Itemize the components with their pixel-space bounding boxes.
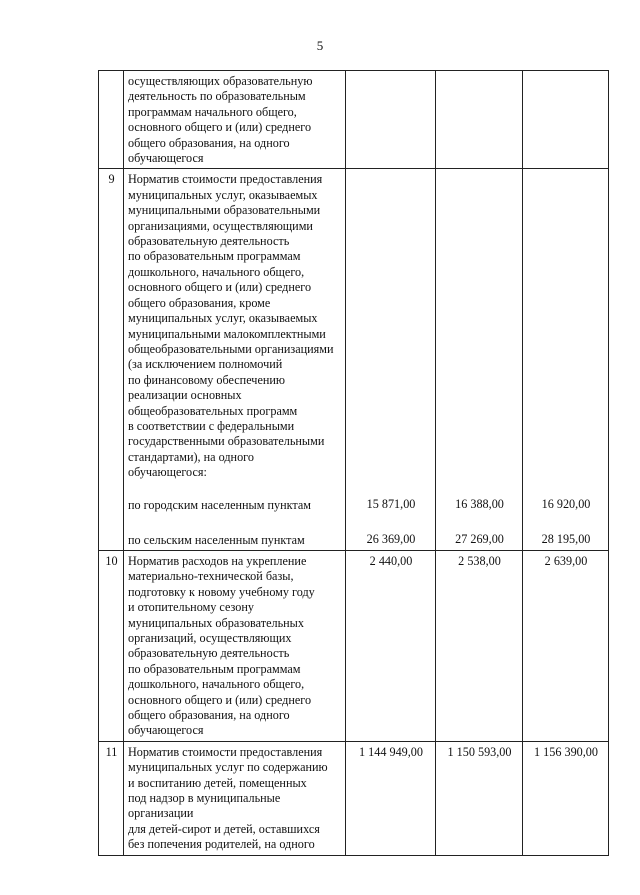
description-line: под надзор в муниципальные [128,791,281,806]
description-line: дошкольного, начального общего, [128,264,305,279]
value-cell-year-3 [523,71,609,169]
value-year-2: 1 150 593,00 [436,741,523,855]
description-line: основного общего и (или) среднего [128,120,312,135]
description-line: организации [128,806,194,821]
description-line: общего образования, на одного [128,708,290,723]
description-line: обучающегося [128,151,204,166]
value-year-3: 1 156 390,00 [523,741,609,855]
value-year-2: 2 538,00 [436,550,523,741]
description-line: в соответствии с федеральными [128,418,295,433]
row-description [124,71,346,169]
normatives-table [98,70,609,856]
description-line: образовательную деятельность [128,646,290,661]
description-line: по образовательным программам [128,661,301,676]
description-line: муниципальными образовательными [128,203,321,218]
description-line: для детей-сирот и детей, оставшихся [128,821,320,836]
value-cell-year-1 [346,71,436,169]
row-description [124,741,346,855]
description-line: Норматив стоимости предоставления [128,172,323,187]
description-line: организаций, осуществляющих [128,631,292,645]
urban-value-year-3: 16 920,00 [541,497,591,512]
row-description [124,169,346,551]
rural-value-year-2: 27 269,00 [455,532,504,547]
value-cell-year-1 [346,169,436,551]
row-number: 10 [99,550,124,741]
rural-value-year-1: 26 369,00 [366,532,416,547]
urban-value-year-1: 15 871,00 [366,497,416,512]
value-cell-year-2 [436,169,523,551]
table-row-continuation [99,71,609,169]
rural-value-year-3: 28 195,00 [541,532,591,547]
description-line: и отопительному сезону [128,600,254,615]
description-line: основного общего и (или) среднего [128,280,312,295]
description-line: муниципальных услуг, оказываемых [128,311,318,326]
description-line: Норматив стоимости предоставления [128,744,323,759]
description-line: общего образования, на одного [128,135,290,150]
row-description [124,550,346,741]
description-line: по финансовому обеспечению [128,372,285,387]
value-cell-year-2 [436,71,523,169]
description-line: организациями, осуществляющими [128,218,313,233]
description-line: общего образования, кроме [128,295,271,310]
description-line: основного общего и (или) среднего [128,692,312,707]
table-row-11 [99,741,609,855]
description-line: муниципальными малокомплектными [128,326,326,341]
urban-value-year-2: 16 388,00 [455,497,504,512]
description-line: обучающегося [128,723,204,738]
description-line: обучающегося: [128,465,207,480]
value-year-1: 2 440,00 [346,550,436,741]
description-line: общеобразовательными организациями [128,341,334,356]
description-line: программам начального общего, [128,104,297,119]
description-line: стандартами), на одного [128,449,254,464]
page-number: 5 [316,38,324,53]
row-number: 11 [99,741,124,855]
description-line: по образовательным программам [128,249,301,264]
description-line: общеобразовательных программ [128,403,298,418]
description-line: осуществляющих образовательную [128,74,313,88]
description-line: реализации основных [128,388,242,403]
description-line: и воспитанию детей, помещенных [128,775,307,790]
value-cell-year-3 [523,169,609,551]
description-line: деятельность по образовательным [128,89,306,104]
table-row-9 [99,169,609,551]
description-line: образовательную деятельность [128,234,290,249]
description-line: дошкольного, начального общего, [128,677,305,692]
row-number: 9 [99,169,124,551]
description-line: Норматив расходов на укрепление [128,553,307,568]
sub-label-rural: по сельским населенным пунктам [128,532,305,547]
description-line: (за исключением полномочий [128,357,283,372]
value-year-1: 1 144 949,00 [346,741,436,855]
description-line: муниципальных услуг, оказываемых [128,187,318,202]
description-line: подготовку к новому учебному году [128,584,315,599]
description-line: материально-технической базы, [128,569,294,584]
sub-label-urban: по городским населенным пунктам [128,497,311,512]
description-line: муниципальных образовательных [128,615,304,630]
row-number-cell [99,71,124,169]
value-year-3: 2 639,00 [523,550,609,741]
description-line: без попечения родителей, на одного [128,837,315,852]
table-row-10 [99,550,609,741]
description-line: государственными образовательными [128,434,325,449]
description-line: муниципальных услуг по содержанию [128,760,328,775]
